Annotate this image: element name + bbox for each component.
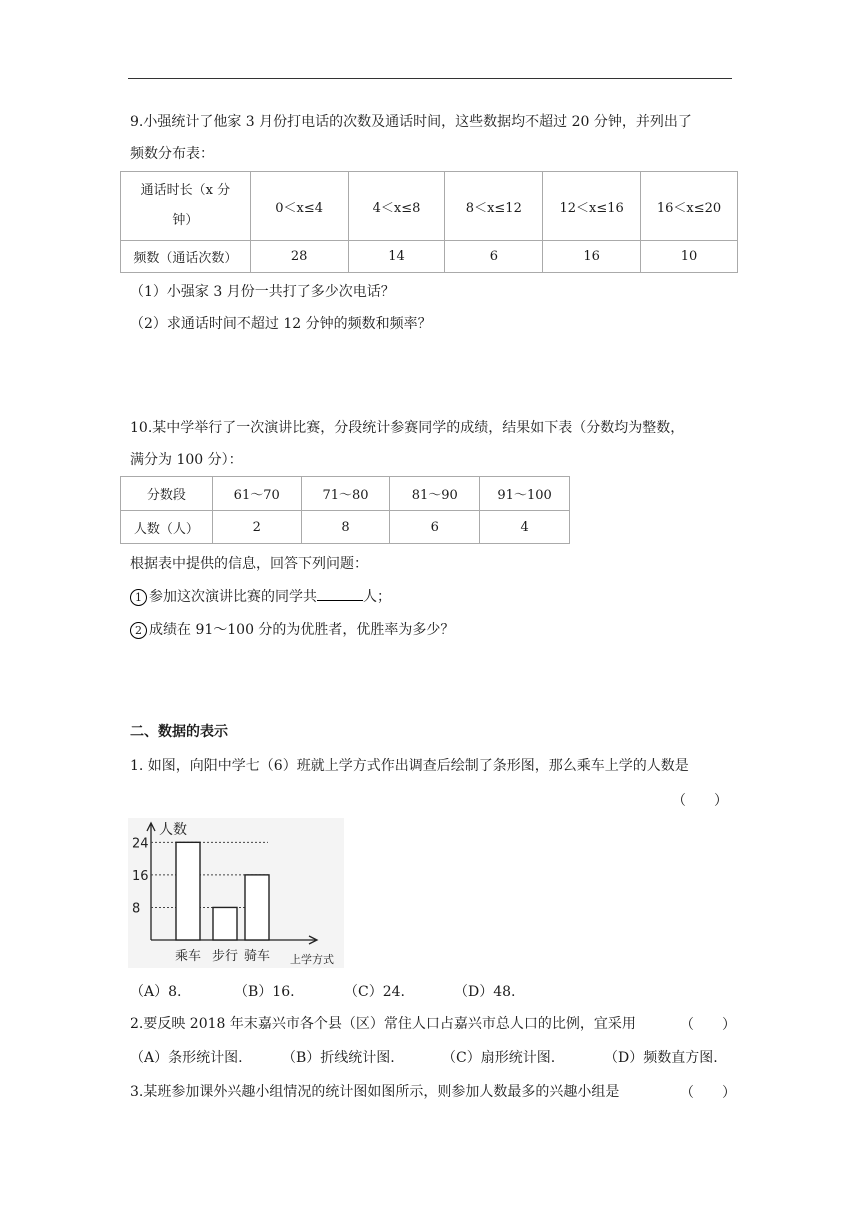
q10-score-table [120,476,570,544]
option-c[interactable]: （C）24. [344,984,405,1000]
q10-prompt: 根据表中提供的信息，回答下列问题： [130,556,368,572]
q9-sub1: （1）小强家 3 月份一共打了多少次电话？ [130,284,395,300]
q9-range-cell: 12＜x≤16 [543,172,641,241]
q9-text-line1: 9.小强统计了他家 3 月份打电话的次数及通话时间，这些数据均不超过 20 分钟，并列出了 [130,114,692,130]
q10-table-header-row [121,477,570,511]
bar [176,842,200,940]
q9-range-cell: 16＜x≤20 [641,172,738,241]
q9-range-cell: 8＜x≤12 [445,172,543,241]
q10-count-cell: 6 [390,511,480,544]
section-heading: 二、数据的表示 [130,724,228,740]
q10-sub1: 1 参加这次演讲比赛的同学共 人； [130,586,391,607]
q9-text-line2: 频数分布表： [130,146,214,162]
s2-q1-options [130,982,516,1002]
x-category-label: 骑车 [243,949,271,964]
q9-range-cell: 0＜x≤4 [250,172,348,241]
q10-text-line2: 满分为 100 分）： [130,452,243,468]
q10-count-cell: 4 [480,511,570,544]
q9-table-header-row [121,172,738,241]
q10-table-row-label: 人数（人） [121,511,213,544]
s2-q1-text: 1. 如图，向阳中学七（6）班就上学方式作出调查后绘制了条形图，那么乘车上学的人数是 [130,758,689,774]
y-tick-label: 8 [132,901,141,917]
bar-chart [128,818,344,968]
q10-range-cell: 61～70 [212,477,301,511]
answer-blank[interactable] [317,586,363,601]
q9-frequency-table [120,171,738,273]
circled-number-1: 1 [130,589,147,606]
x-category-label: 步行 [211,949,239,964]
chart-background [128,818,344,968]
q10-range-cell: 81～90 [390,477,480,511]
bar [213,907,237,940]
q10-count-cell: 2 [212,511,301,544]
x-axis-label: 上学方式 [290,953,334,966]
option-a[interactable]: （A）条形统计图. [130,1050,243,1066]
q9-count-cell: 10 [641,241,738,273]
x-category-label: 乘车 [174,949,202,964]
s2-q3-answer-paren: （ ） [680,1085,736,1101]
q9-count-cell: 16 [543,241,641,273]
q10-sub2: 2 成绩在 91～100 分的为优胜者，优胜率为多少？ [130,620,454,640]
option-d[interactable]: （D）48. [454,984,516,1000]
q9-table-row-label: 频数（通话次数） [121,241,251,273]
s2-q3-text: 3.某班参加课外兴趣小组情况的统计图如图所示，则参加人数最多的兴趣小组是 [130,1084,620,1100]
circled-number-2: 2 [130,622,147,639]
q10-text-line1: 10.某中学举行了一次演讲比赛，分段统计参赛同学的成绩，结果如下表（分数均为整数， [130,420,685,436]
s2-q2-answer-paren: （ ） [680,1017,736,1033]
q9-table-header-label: 通话时长（x 分 钟） [121,172,251,241]
q9-range-cell: 4＜x≤8 [348,172,445,241]
s2-q1-answer-paren: （ ） [672,793,728,809]
header-rule [128,78,732,79]
q9-sub2: （2）求通话时间不超过 12 分钟的频数和频率？ [130,316,432,332]
s2-q2-text: 2.要反映 2018 年末嘉兴市各个县（区）常住人口占嘉兴市总人口的比例，宜采用 [130,1016,636,1032]
q10-range-cell: 91～100 [480,477,570,511]
option-b[interactable]: （B）16. [234,984,295,1000]
q10-range-cell: 71～80 [301,477,390,511]
option-d[interactable]: （D）频数直方图. [604,1050,718,1066]
q9-count-cell: 6 [445,241,543,273]
y-tick-label: 16 [132,868,149,884]
option-a[interactable]: （A）8. [130,984,182,1000]
y-tick-label: 24 [132,836,149,852]
q10-table-header-label: 分数段 [121,477,213,511]
s2-q2-options [130,1048,718,1068]
q9-table-count-row [121,241,738,273]
option-b[interactable]: （B）折线统计图. [282,1050,395,1066]
y-axis-label: 人数 [159,822,187,838]
q9-count-cell: 14 [348,241,445,273]
q10-table-count-row [121,511,570,544]
option-c[interactable]: （C）扇形统计图. [442,1050,556,1066]
q9-count-cell: 28 [250,241,348,273]
bar [245,875,269,940]
q10-count-cell: 8 [301,511,390,544]
